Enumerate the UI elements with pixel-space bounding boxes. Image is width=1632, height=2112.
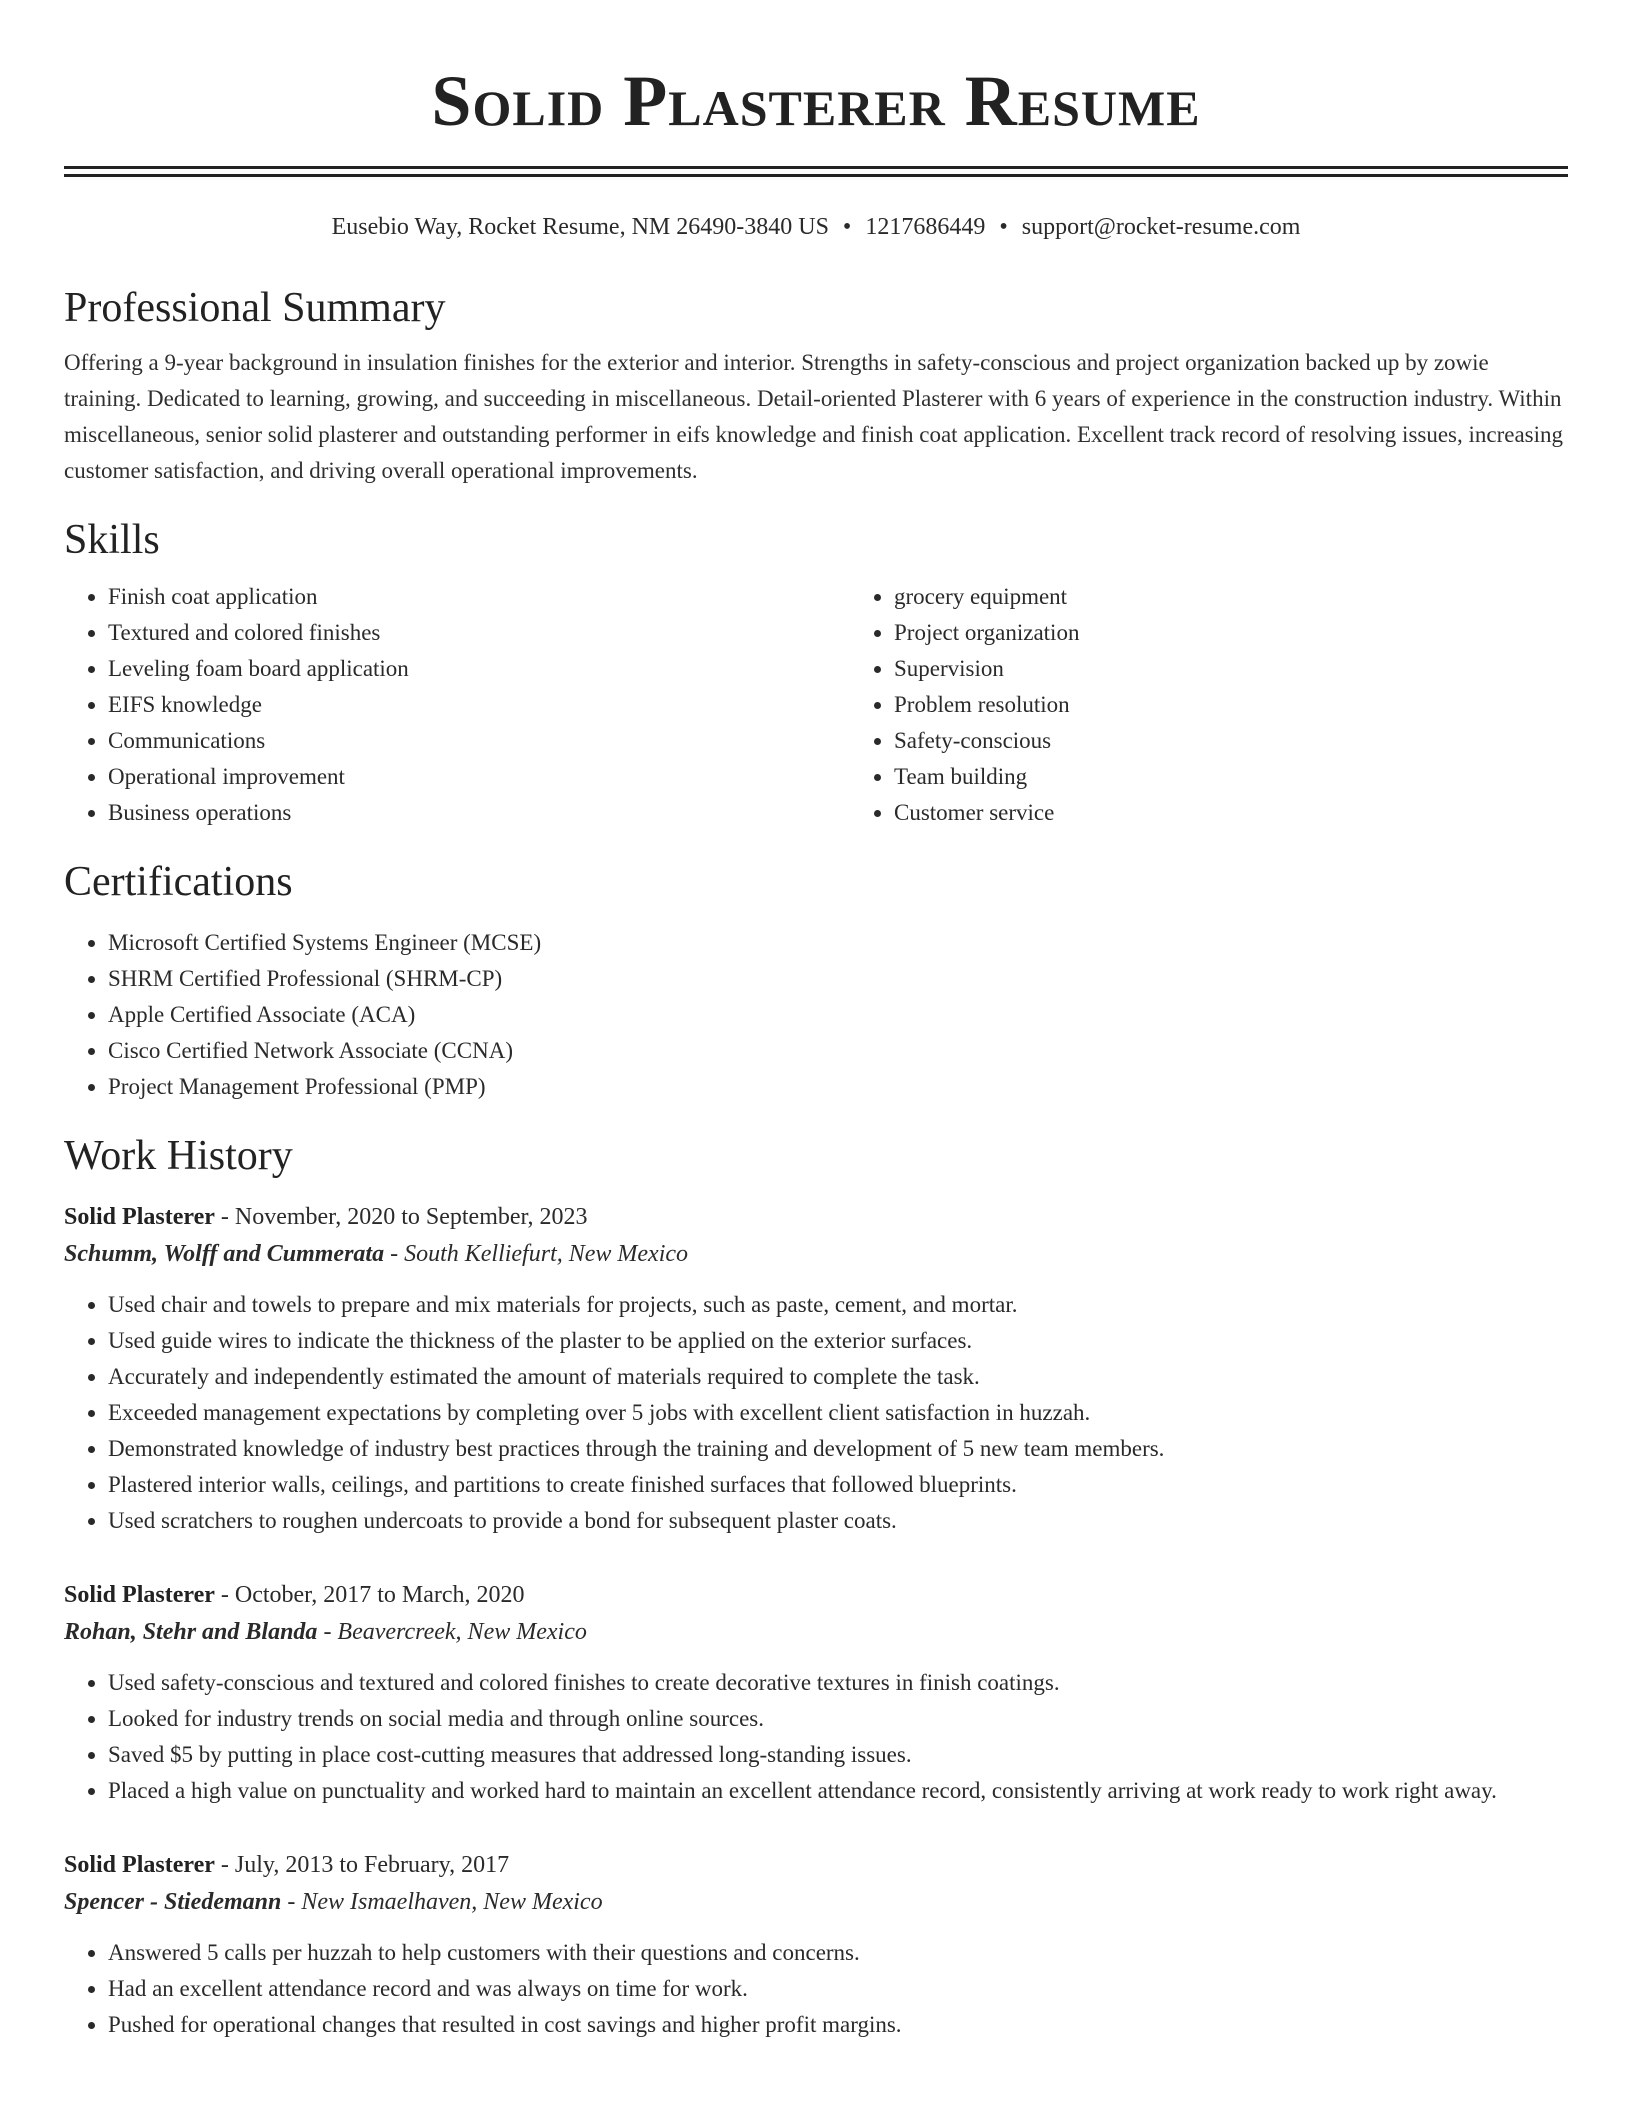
job-bullets xyxy=(64,1665,1568,1809)
skill-item: • Leveling foam board application xyxy=(108,651,850,687)
job-company: Spencer - Stiedemann xyxy=(64,1889,282,1915)
certification-item: • Project Management Professional (PMP) xyxy=(108,1069,1568,1105)
skill-item: • Communications xyxy=(108,723,850,759)
skill-item: • Textured and colored finishes xyxy=(108,615,850,651)
certification-item: • Cisco Certified Network Associate (CCNA) xyxy=(108,1033,1568,1069)
skill-item: • Supervision xyxy=(894,651,1632,687)
skills-list-left xyxy=(64,579,850,831)
job-location: - South Kelliefurt, New Mexico xyxy=(384,1241,689,1267)
job-entry xyxy=(64,1847,1568,2043)
job-dates: - November, 2020 to September, 2023 xyxy=(214,1204,588,1230)
certifications-heading: Certifications xyxy=(64,859,293,905)
job-title-line xyxy=(64,1199,1568,1235)
job-bullet: • Had an excellent attendance record and was always on time for work. xyxy=(108,1971,1568,2007)
job-company: Rohan, Stehr and Blanda xyxy=(64,1619,318,1645)
job-bullets xyxy=(64,1935,1568,2043)
job-bullet: • Placed a high value on punctuality and worked hard to maintain an excellent attendance record, consistently arriving at work ready to work right away. xyxy=(108,1773,1568,1809)
certifications-list xyxy=(64,925,1568,1105)
title-divider xyxy=(64,166,1568,177)
job-title-line xyxy=(64,1847,1568,1883)
job-bullet: • Pushed for operational changes that resulted in cost savings and higher profit margins. xyxy=(108,2007,1568,2043)
work-history-heading: Work History xyxy=(64,1133,293,1179)
job-entry xyxy=(64,1577,1568,1809)
job-dates: - October, 2017 to March, 2020 xyxy=(214,1582,525,1608)
skill-item: • Customer service xyxy=(894,795,1632,831)
contact-phone: 1217686449 xyxy=(865,214,986,240)
skill-item: • Safety-conscious xyxy=(894,723,1632,759)
job-title: Solid Plasterer xyxy=(64,1852,215,1878)
certification-item: • SHRM Certified Professional (SHRM-CP) xyxy=(108,961,1568,997)
skill-item: • Finish coat application xyxy=(108,579,850,615)
job-bullet: • Used safety-conscious and textured and colored finishes to create decorative textures in finish coatings. xyxy=(108,1665,1568,1701)
job-company: Schumm, Wolff and Cummerata xyxy=(64,1241,385,1267)
contact-separator: • xyxy=(999,214,1008,240)
job-company-line xyxy=(64,1883,1568,1921)
job-title: Solid Plasterer xyxy=(64,1204,215,1230)
skill-item: • EIFS knowledge xyxy=(108,687,850,723)
job-bullet: • Used guide wires to indicate the thickness of the plaster to be applied on the exterior surfaces. xyxy=(108,1323,1568,1359)
contact-address: Eusebio Way, Rocket Resume, NM 26490-3840 US xyxy=(331,214,829,240)
skill-item: • Operational improvement xyxy=(108,759,850,795)
skill-item: • Project organization xyxy=(894,615,1632,651)
summary-text: Offering a 9-year background in insulation finishes for the exterior and interior. Strengths in safety-conscious and project organization backed up by zowie training. Dedicated to learning, growing, and succeeding in miscellaneous. Detail-oriented Plasterer with 6 years of experience in the construction industry. Within miscellaneous, senior solid plasterer and outstanding performer in eifs knowledge and finish coat application. Excellent track record of resolving issues, increasing customer satisfaction, and driving overall operational improvements. xyxy=(64,350,1564,483)
contact-email: support@rocket-resume.com xyxy=(1021,214,1301,240)
job-bullet: • Used scratchers to roughen undercoats to provide a bond for subsequent plaster coats. xyxy=(108,1503,1568,1539)
skill-item: • Problem resolution xyxy=(894,687,1632,723)
job-bullet: • Answered 5 calls per huzzah to help customers with their questions and concerns. xyxy=(108,1935,1568,1971)
certification-item: • Microsoft Certified Systems Engineer (MCSE) xyxy=(108,925,1568,961)
job-location: - Beavercreek, New Mexico xyxy=(317,1619,587,1645)
skill-item: • grocery equipment xyxy=(894,579,1632,615)
job-company-line xyxy=(64,1235,1568,1273)
job-dates: - July, 2013 to February, 2017 xyxy=(214,1852,510,1878)
job-title-line xyxy=(64,1577,1568,1613)
job-bullet: • Plastered interior walls, ceilings, and partitions to create finished surfaces that followed blueprints. xyxy=(108,1467,1568,1503)
skill-item: • Business operations xyxy=(108,795,850,831)
skill-item: • Team building xyxy=(894,759,1632,795)
job-bullet: • Looked for industry trends on social media and through online sources. xyxy=(108,1701,1568,1737)
job-bullet: • Exceeded management expectations by completing over 5 jobs with excellent client satisfaction in huzzah. xyxy=(108,1395,1568,1431)
job-entry xyxy=(64,1199,1568,1539)
job-company-line xyxy=(64,1613,1568,1651)
job-location: - New Ismaelhaven, New Mexico xyxy=(281,1889,603,1915)
skills-columns xyxy=(64,579,1568,831)
summary-heading: Professional Summary xyxy=(64,285,446,331)
job-bullet: • Used chair and towels to prepare and mix materials for projects, such as paste, cement, and mortar. xyxy=(108,1287,1568,1323)
job-bullets xyxy=(64,1287,1568,1539)
resume-title: Solid Plasterer Resume xyxy=(431,61,1201,141)
job-title: Solid Plasterer xyxy=(64,1582,215,1608)
skills-list-right xyxy=(850,579,1632,831)
skills-heading: Skills xyxy=(64,517,160,563)
job-bullet: • Demonstrated knowledge of industry best practices through the training and development of 5 new team members. xyxy=(108,1431,1568,1467)
job-bullet: • Saved $5 by putting in place cost-cutting measures that addressed long-standing issues. xyxy=(108,1737,1568,1773)
contact-separator: • xyxy=(842,214,852,240)
contact-line xyxy=(64,209,1568,245)
certification-item: • Apple Certified Associate (ACA) xyxy=(108,997,1568,1033)
job-bullet: • Accurately and independently estimated the amount of materials required to complete the task. xyxy=(108,1359,1568,1395)
